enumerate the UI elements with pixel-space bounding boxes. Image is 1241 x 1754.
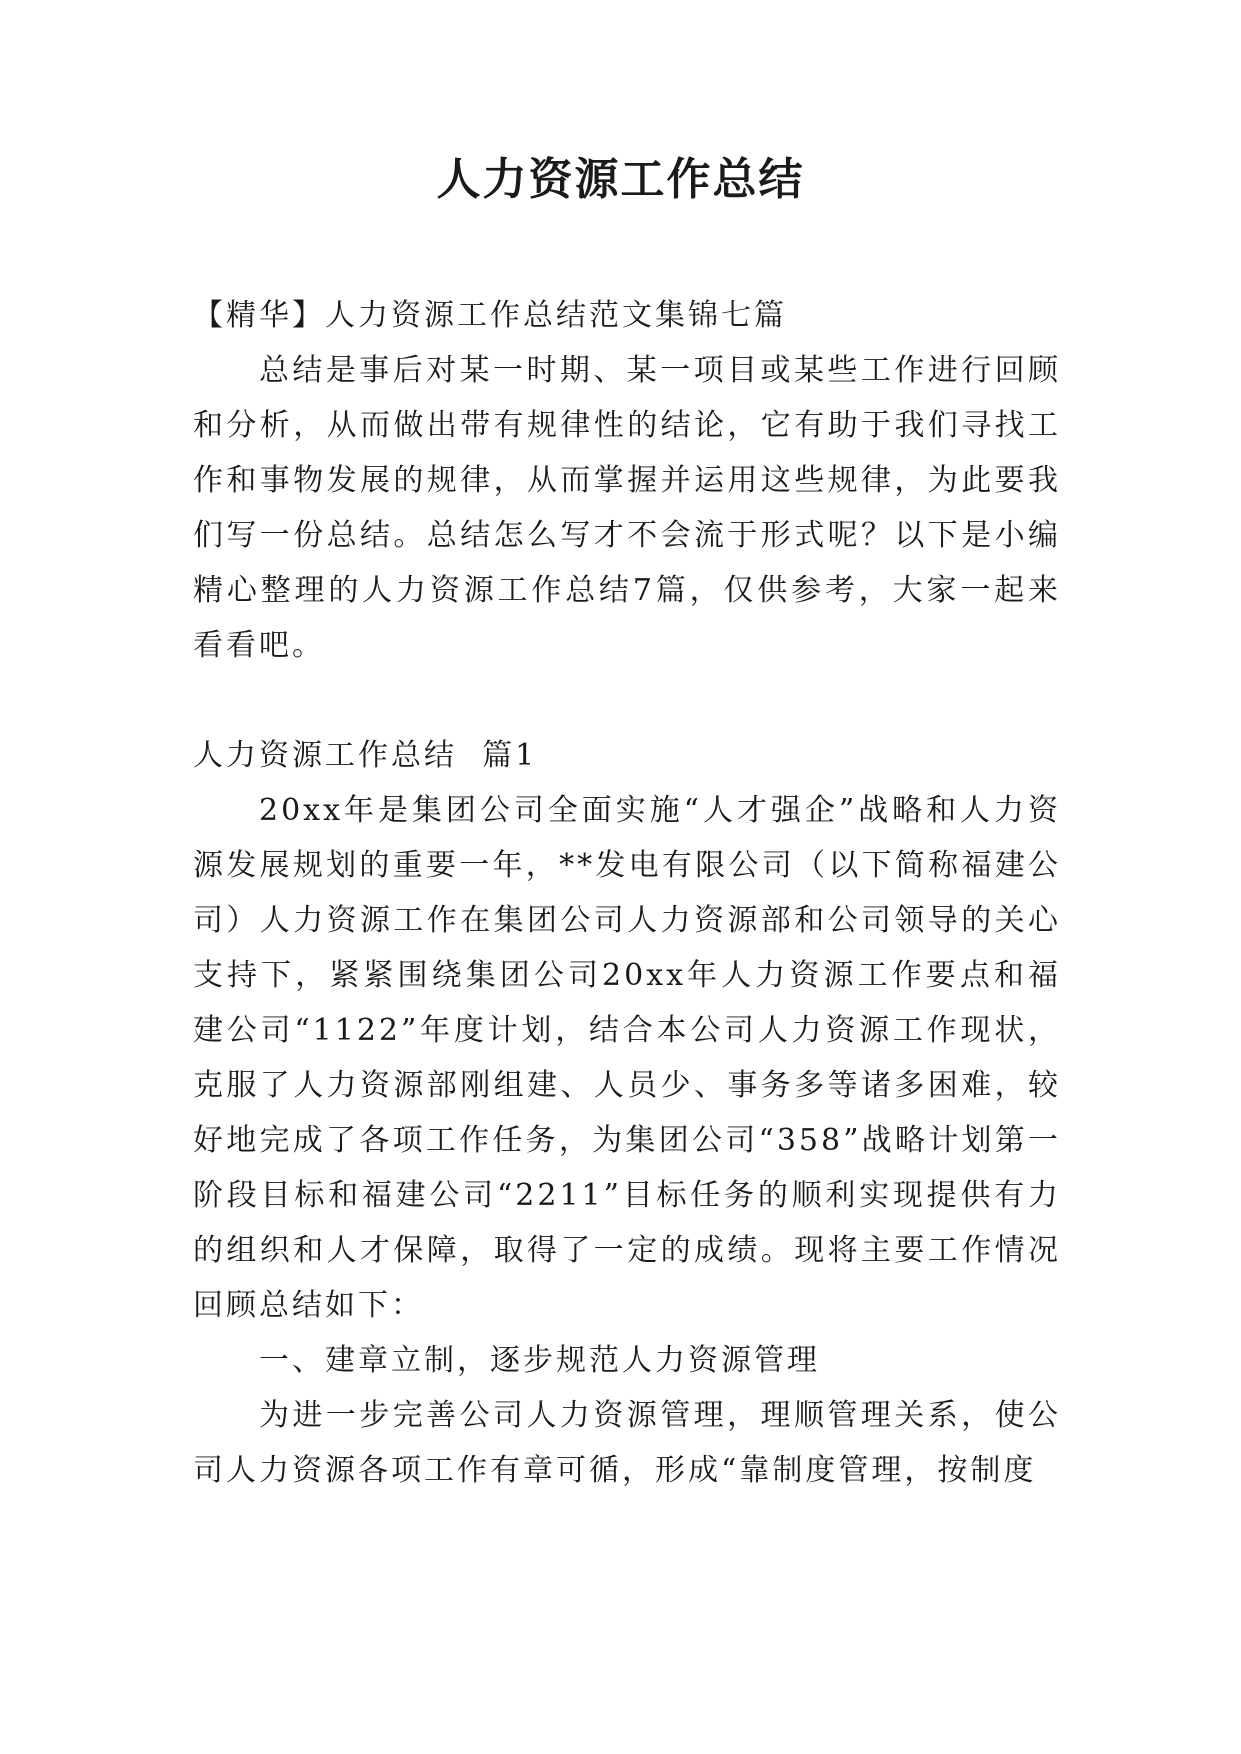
intro-paragraph: 总结是事后对某一时期、某一项目或某些工作进行回顾和分析，从而做出带有规律性的结论，它有助于我们寻找工作和事物发展的规律，从而掌握并运用这些规律，为此要我们写一份总结。总结怎么写才不会流于形式呢？以下是小编精心整理的人力资源工作总结7篇，仅供参考，大家一起来看看吧。 (193, 353, 1061, 663)
paragraph-spacer (193, 673, 1061, 728)
document-title: 人力资源工作总结 (436, 154, 805, 205)
document-subtitle: 【精华】人力资源工作总结范文集锦七篇 (193, 298, 787, 333)
section-paragraph-1: 20xx年是集团公司全面实施“人才强企”战略和人力资源发展规划的重要一年，**发电有限公司（以下简称福建公司）人力资源工作在集团公司人力资源部和公司领导的关心支持下，紧紧围绕集团公司20xx年人力资源工作要点和福建公司“1122”年度计划，结合本公司人力资源工作现状，克服了人力资源部刚组建、人员少、事务多等诸多困难，较好地完成了各项工作任务，为集团公司“358”战略计划第一阶段目标和福建公司“2211”目标任务的顺利实现提供有力的组织和人才保障，取得了一定的成绩。现将主要工作情况回顾总结如下： (193, 793, 1061, 1323)
section-heading: 人力资源工作总结 篇1 (193, 738, 538, 773)
section-paragraph-2: 为进一步完善公司人力资源管理，理顺管理关系，使公司人力资源各项工作有章可循，形成“靠制度管理，按制度 (193, 1398, 1061, 1488)
document-body (193, 288, 1061, 1498)
subheading-1: 一、建章立制，逐步规范人力资源管理 (259, 1343, 820, 1378)
